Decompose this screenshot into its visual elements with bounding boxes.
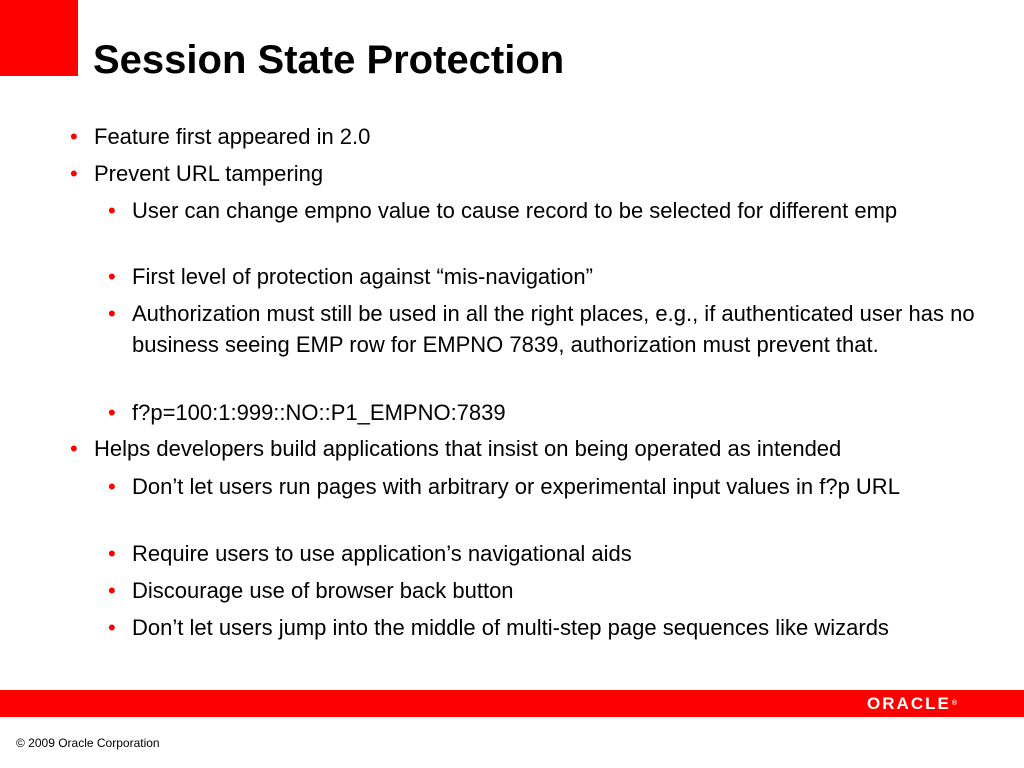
oracle-logo — [867, 694, 957, 713]
bullet-item — [70, 158, 994, 189]
sub-bullet-item — [108, 538, 1002, 569]
bullet-text: Feature first appeared in 2.0 — [94, 124, 371, 149]
sub-bullet-item — [108, 261, 1002, 292]
bullet-dot-icon: • — [108, 578, 116, 603]
bullet-text: Helps developers build applications that insist on being operated as intended — [94, 436, 842, 461]
sub-bullet-item — [108, 298, 1002, 360]
sub-bullet-item — [108, 575, 1002, 606]
copyright-text: © 2009 Oracle Corporation — [16, 736, 160, 750]
sub-bullet-item — [108, 195, 1002, 226]
sub-bullet-text: Discourage use of browser back button — [132, 578, 514, 603]
bullet-dot-icon: • — [108, 474, 116, 499]
bullet-dot-icon: • — [108, 301, 116, 326]
bullet-dot-icon: • — [70, 124, 78, 149]
sub-bullet-text: Require users to use application’s navigational aids — [132, 541, 632, 566]
bullet-dot-icon: • — [70, 161, 78, 186]
sub-bullet-item — [108, 612, 1002, 643]
sub-bullet-text: Don’t let users jump into the middle of multi-step page sequences like wizards — [132, 615, 889, 640]
bullet-dot-icon: • — [108, 264, 116, 289]
bullet-item — [70, 433, 994, 464]
title-accent-block — [0, 0, 78, 76]
bullet-dot-icon: • — [108, 400, 116, 425]
bullet-dot-icon: • — [108, 615, 116, 640]
sub-bullet-text: First level of protection against “mis-navigation” — [132, 264, 593, 289]
bullet-dot-icon: • — [108, 198, 116, 223]
slide-title: Session State Protection — [93, 38, 565, 82]
bullet-dot-icon: • — [70, 436, 78, 461]
sub-bullet-item — [108, 397, 1002, 428]
oracle-logo-text: ORACLE — [867, 694, 951, 713]
bullet-item — [70, 121, 994, 152]
sub-bullet-text: User can change empno value to cause record to be selected for different emp — [132, 198, 898, 223]
bullet-text: Prevent URL tampering — [94, 161, 324, 186]
bullet-dot-icon: • — [108, 541, 116, 566]
sub-bullet-text: Authorization must still be used in all the right places, e.g., if authenticated user has no business seeing EMP row for EMPNO 7839, authorization must prevent that. — [132, 301, 975, 357]
sub-bullet-text: Don’t let users run pages with arbitrary or experimental input values in f?p URL — [132, 474, 900, 499]
sub-bullet-item — [108, 471, 1002, 502]
sub-bullet-text: f?p=100:1:999::NO::P1_EMPNO:7839 — [132, 400, 506, 425]
registered-mark: ® — [951, 700, 957, 707]
footer-bar — [0, 690, 1024, 717]
